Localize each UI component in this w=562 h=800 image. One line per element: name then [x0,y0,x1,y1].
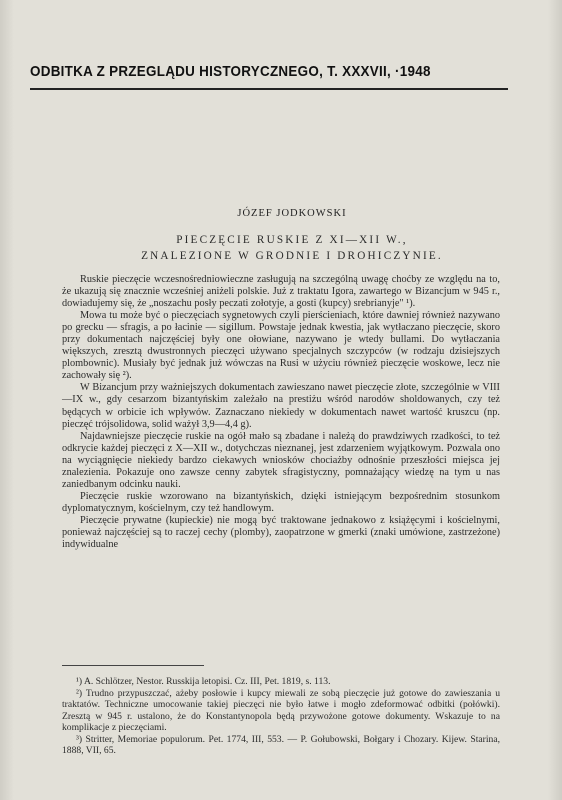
footnotes [62,676,500,757]
paragraph: Pieczęcie prywatne (kupieckie) nie mogą być traktowane jednakowo z książęcymi i kościelnymi, ponieważ najczęściej są to raczej cechy (plomby), zaopatrzone w gmerki (znaki umówione, zastrzeżone) indywidualne [62,514,500,551]
author-name: JÓZEF JODKOWSKI [237,208,347,219]
paragraph: Najdawniejsze pieczęcie ruskie na ogół mało są zbadane i należą do prawdziwych rzadkości, to też odkrycie każdej pieczęci z X—XII w., dotychczas nieznanej, jest zdarzeniem wyjątkowym. Pozwala ono na wyciągnięcie niekiedy bardzo ciekawych wniosków chociażby odnośnie przeszłości miejsca jej znalezienia. Pokazuje ono zawsze cenny zabytek sfragistyczny, pomnażający wiedzę na tym u nas zaniedbanym odcinku nauki. [62,430,500,490]
footnote: ²) Trudno przypuszczać, ażeby posłowie i kupcy miewali ze sobą pieczęcie już gotowe do zawieszania u traktatów. Techniczne umocowanie takiej pieczęci nie było łatwe i mogło zdeformować odbitki (połówki). Zresztą w 945 r. ustalono, że do Konstantynopola będą przywożone gotowe dokumenty. Wskazuje to na komplikacje z pieczęciami. [62,688,500,733]
article-title-line-2: ZNALEZIONE W GRODNIE I DROHICZYNIE. [141,250,443,262]
paragraph: W Bizancjum przy ważniejszych dokumentach zawieszano nawet pieczęcie złote, szczególnie w VIII—IX w., gdy cesarzom bizantyńskim zależało na prestiżu wśród narodów sholdowanych, czy też będących w orbicie ich wpływów. Zaznaczano niekiedy w dokumentach nawet wartość kruszcu (np. pieczęć trójsolidowa, solid ważył 3,9—4,4 g). [62,382,500,430]
body-text [62,274,500,551]
footnote-rule [62,665,204,666]
paragraph: Ruskie pieczęcie wczesnośredniowieczne zasługują na szczególną uwagę choćby ze względu na to, że ukazują się znacznie wcześniej aniżeli polskie. Już z traktatu Igora, zawartego w Bizancjum w 945 r., dowiadujemy się, że „noszachu posły peczati zołotyje, a gosti (kupcy) srebrianyje" ¹). [62,274,500,310]
paragraph: Pieczęcie ruskie wzorowano na bizantyńskich, dzięki istniejącym bezpośrednim stosunkom dyplomatycznym, kościelnym, czy też handlowym. [62,490,500,514]
running-head: ODBITKA Z PRZEGLĄDU HISTORYCZNEGO, T. XXXVII, ·1948 [30,64,431,80]
footnote: ³) Stritter, Memoriae populorum. Pet. 1774, III, 553. — P. Gołubowski, Bołgary i Chozary. Kijew. Starina, 1888, VII, 65. [62,734,500,757]
footnote: ¹) A. Schlötzer, Nestor. Russkija letopisi. Cz. III, Pet. 1819, s. 113. [76,676,331,687]
article-title-line-1: PIECZĘCIE RUSKIE Z XI—XII W., [176,234,408,246]
header-rule [30,88,508,90]
paragraph: Mowa tu może być o pieczęciach sygnetowych czyli pierścieniach, które dawniej również nazywano po grecku — sfragis, a po łacinie — sigillum. Powstaje jednak kwestia, jak wytłaczano pieczęcie, skoro przy dokumentach najczęściej były one ołowiane, nazywano je wtedy bullami. Do wytłaczania większych, zresztą dwustronnych pieczęci używano specjalnych szczypców (w rodzaju dzisiejszych plombownic). Musiały być jednak już wówczas na Rusi w użyciu również pieczęcie woskowe, lecz nie zachowały się ²). [62,310,500,382]
